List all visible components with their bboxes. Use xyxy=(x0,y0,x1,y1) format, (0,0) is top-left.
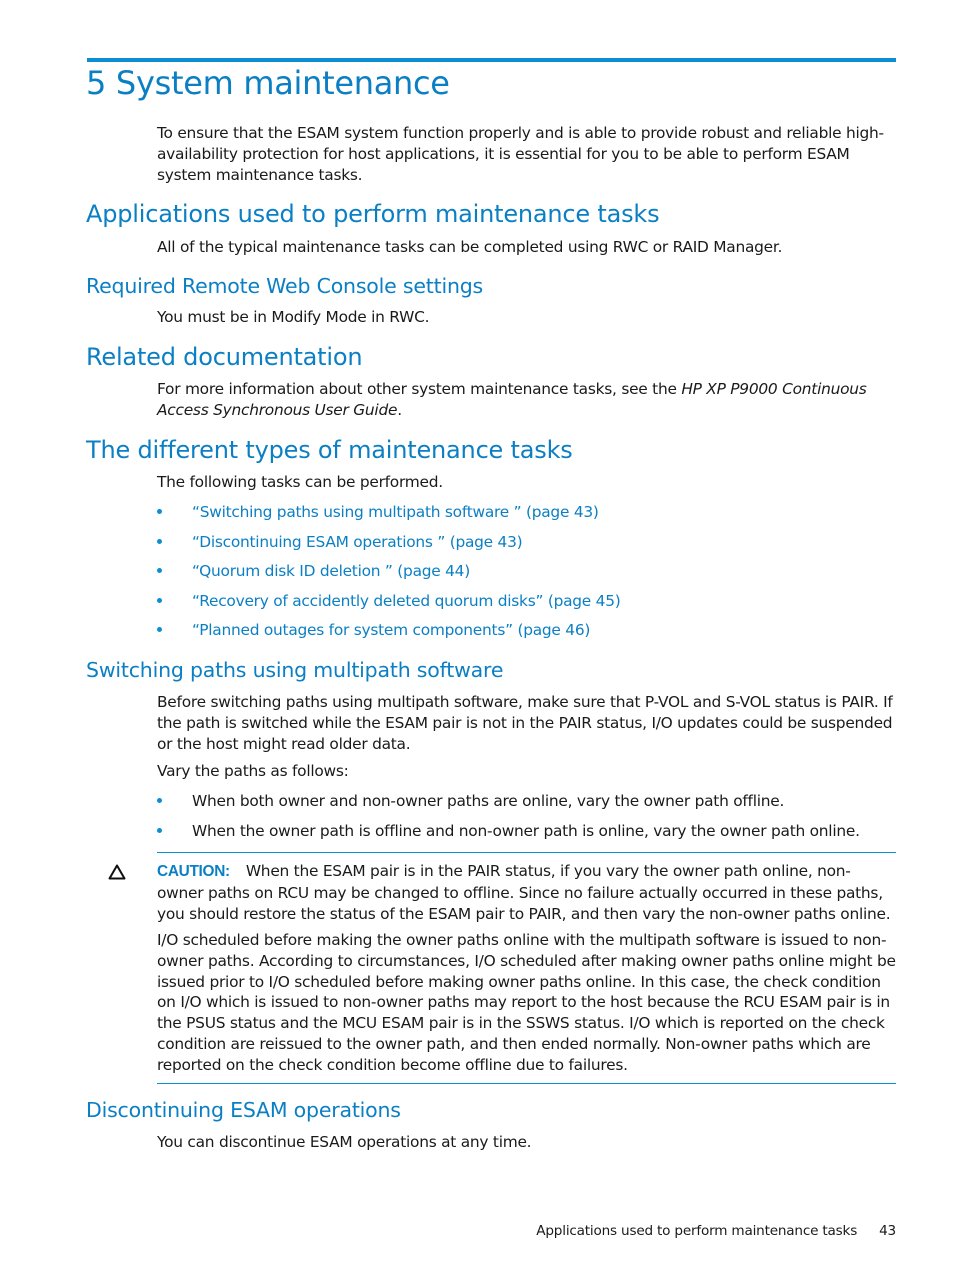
caution-text: When the ESAM pair is in the PAIR status, if you vary the owner path online, non-owner paths on RCU may be changed to offline. Since no failure actually occurred in these paths, you should restore the status of the ESAM pair to PAIR, and then vary the non-owner paths online. xyxy=(157,862,891,923)
caution-bottom-rule xyxy=(157,1083,896,1084)
heading-applications: Applications used to perform maintenance tasks xyxy=(86,200,660,228)
switching-paths-vary: Vary the paths as follows: xyxy=(157,762,349,780)
footer-section-title: Applications used to perform maintenance tasks xyxy=(536,1223,858,1239)
heading-discontinuing: Discontinuing ESAM operations xyxy=(86,1098,401,1122)
page-number: 43 xyxy=(879,1223,896,1239)
bullet-dot xyxy=(157,798,162,803)
bullet-dot xyxy=(157,598,162,603)
vary-step-text: When the owner path is offline and non-owner path is online, vary the owner path online. xyxy=(192,821,860,840)
heading-rwc-settings: Required Remote Web Console settings xyxy=(86,274,484,298)
task-link-quorum-recovery[interactable]: “Recovery of accidently deleted quorum disks” (page 45) xyxy=(192,591,621,610)
related-doc-suffix: . xyxy=(397,400,402,419)
bullet-dot xyxy=(157,828,162,833)
related-doc-guide-title: HP XP P9000 Continuous Access Synchronous User Guide xyxy=(157,380,867,419)
page-footer xyxy=(536,1223,896,1239)
heading-related-documentation: Related documentation xyxy=(86,343,363,371)
list-item xyxy=(157,620,897,650)
heading-task-types: The different types of maintenance tasks xyxy=(86,436,573,464)
intro-paragraph: To ensure that the ESAM system function properly and is able to provide robust and reliable high-availability protection for host applications, it is essential for you to be able to perform ESAM system maintenance tasks. xyxy=(157,124,884,184)
task-link-discontinuing[interactable]: “Discontinuing ESAM operations ” (page 43) xyxy=(192,532,523,551)
related-documentation-body xyxy=(157,379,897,421)
task-types-lead: The following tasks can be performed. xyxy=(157,473,443,491)
list-item xyxy=(157,561,897,591)
vary-step-text: When both owner and non-owner paths are online, vary the owner path offline. xyxy=(192,792,785,810)
rwc-settings-body: You must be in Modify Mode in RWC. xyxy=(157,308,430,326)
task-link-planned-outages[interactable]: “Planned outages for system components” (page 46) xyxy=(192,621,591,640)
switching-paths-body: Before switching paths using multipath software, make sure that P-VOL and S-VOL status is PAIR. If the path is switched while the ESAM pair is not in the PAIR status, I/O updates could be suspended or the host might read older data. xyxy=(157,693,893,753)
applications-body: All of the typical maintenance tasks can be completed using RWC or RAID Manager. xyxy=(157,238,783,256)
vary-steps-list xyxy=(157,791,897,850)
list-item xyxy=(157,791,897,821)
list-item xyxy=(157,532,897,562)
list-item xyxy=(157,821,897,851)
caution-label: CAUTION: xyxy=(157,863,230,880)
bullet-dot xyxy=(157,539,162,544)
task-link-quorum-deletion[interactable]: “Quorum disk ID deletion ” (page 44) xyxy=(192,562,470,581)
chapter-top-rule xyxy=(87,58,896,62)
heading-switching-paths: Switching paths using multipath software xyxy=(86,658,504,682)
warning-triangle-icon xyxy=(108,864,126,880)
caution-detail: I/O scheduled before making the owner paths online with the multipath software is issued to non-owner paths. According to circumstances, I/O scheduled after making owner paths online might be issued prior to I/O scheduled before making owner paths online. In this case, the check condition on I/O which is issued to non-owner paths may report to the host because the RCU ESAM pair is in the PSUS status and the MCU ESAM pair is in the SSWS status. I/O which is reported on the check condition are reissued to the owner path, and then ended normally. Non-owner paths which are reported on the check condition become offline due to failures. xyxy=(157,931,896,1074)
caution-paragraph xyxy=(157,861,897,924)
caution-top-rule xyxy=(157,852,896,853)
bullet-dot xyxy=(157,568,162,573)
bullet-dot xyxy=(157,509,162,514)
task-links-list xyxy=(157,502,897,650)
bullet-dot xyxy=(157,627,162,632)
list-item xyxy=(157,502,897,532)
chapter-title: 5 System maintenance xyxy=(86,64,450,102)
list-item xyxy=(157,591,897,621)
discontinuing-body: You can discontinue ESAM operations at any time. xyxy=(157,1133,532,1151)
related-doc-prefix: For more information about other system maintenance tasks, see the xyxy=(157,380,682,398)
task-link-switching-paths[interactable]: “Switching paths using multipath software ” (page 43) xyxy=(192,503,599,521)
